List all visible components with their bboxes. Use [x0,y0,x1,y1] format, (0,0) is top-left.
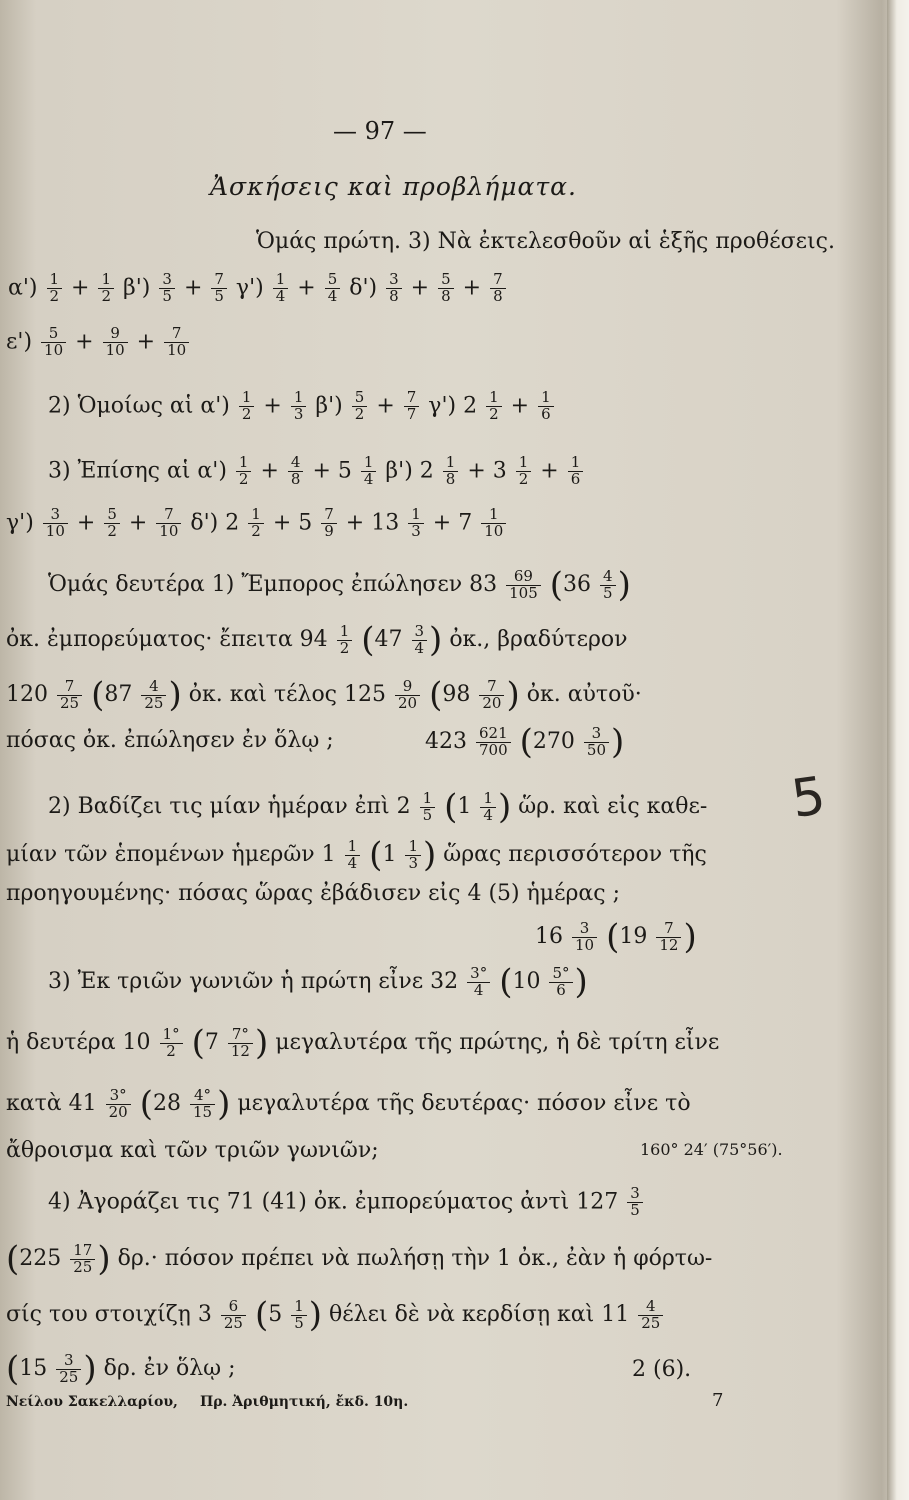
footer-book: Πρ. Ἀριθμητική, ἔκδ. 10η. [200,1394,409,1410]
problem-line: 120 $\frac{7}{25}$ (87 $\frac{4}{25}$ ) ὀκ. καὶ τέλος 125 $\frac{9}{20}$ (98 $\frac{7}{20}$ ) ὀκ. αὐτοῦ· [6,675,642,715]
problem-line: μίαν τῶν ἑπομένων ἡμερῶν 1 $\frac{1}{4}$ (1 $\frac{1}{3}$ ) ὥρας περισσότερον τῆς [6,835,707,875]
problem-line: (225 $\frac{17}{25}$ ) δρ.· πόσον πρέπει νὰ πωλήσῃ τὴν 1 ὀκ., ἐὰν ἡ φόρτω- [6,1239,713,1279]
page-edge [887,0,909,1500]
answer: 423 $\frac{621}{700}$ (270 $\frac{3}{50}$ ) [425,722,625,762]
section-title: Ἀσκήσεις καὶ προβλήματα. [210,172,577,201]
answer: 2 (6). [632,1357,692,1382]
problem-line: σίς του στοιχίζῃ 3 $\frac{6}{25}$ (5 $\frac{1}{5}$ ) θέλει δὲ νὰ κερδίσῃ καὶ 11 $\frac{4}{25}$ [6,1298,665,1332]
answer: 16 $\frac{3}{10}$ (19 $\frac{7}{12}$ ) [535,917,697,957]
answer: 160° 24′ (75°56′). [640,1140,783,1159]
problem-line: ἄθροισμα καὶ τῶν τριῶν γωνιῶν; [6,1138,379,1163]
footer-author: Νείλου Σακελλαρίου, [6,1394,178,1410]
problem-line: προηγουμένης· πόσας ὥρας ἐβάδισεν εἰς 4 (5) ἡμέρας ; [6,881,620,906]
problem-line: κατὰ 41 $\frac{3^\circ}{20}$ (28 $\frac{4^\circ}{15}$ ) μεγαλυτέρα τῆς δευτέρας· πόσον εἶνε τὸ [6,1084,691,1124]
exercise-line: α') $\frac{1}{2}$ + $\frac{1}{2}$ β') $\frac{3}{5}$ + $\frac{7}{5}$ γ') $\frac{1}{4}$ + $\frac{5}{4}$ δ') $\frac{3}{8}$ + $\frac{5}{8}$ + $\frac{7}{8}$ [8,272,508,305]
problem-line: 2) Βαδίζει τις μίαν ἡμέραν ἐπὶ 2 $\frac{1}{5}$ (1 $\frac{1}{4}$ ) ὥρ. καὶ εἰς καθε- [48,787,708,827]
exercise-line: 3) Ἐπίσης αἱ α') $\frac{1}{2}$ + $\frac{4}{8}$ + 5 $\frac{1}{4}$ β') 2 $\frac{1}{8}$ + 3 $\frac{1}{2}$ + $\frac{1}{6}$ [48,455,585,488]
signature-mark: 7 [712,1390,724,1411]
handwritten-margin-note: 5 [787,765,830,831]
exercise-line: 2) Ὁμοίως αἱ α') $\frac{1}{2}$ + $\frac{1}{3}$ β') $\frac{5}{2}$ + $\frac{7}{7}$ γ') 2 $\frac{1}{2}$ + $\frac{1}{6}$ [48,390,556,423]
group1-heading: Ὁμάς πρώτη. 3) Νὰ ἐκτελεσθοῦν αἱ ἑξῆς προθέσεις. [256,229,835,254]
problem-line: (15 $\frac{3}{25}$ ) δρ. ἐν ὅλῳ ; [6,1349,236,1389]
problem-line: ἡ δευτέρα 10 $\frac{1^\circ}{2}$ (7 $\frac{7^\circ}{12}$ ) μεγαλυτέρα τῆς πρώτης, ἡ δὲ τρίτη εἶνε [6,1023,720,1063]
problem-line: Ὁμάς δευτέρα 1) Ἔμπορος ἐπώλησεν 83 $\frac{69}{105}$ (36 $\frac{4}{5}$ ) [48,565,631,605]
problem-line: ὀκ. ἐμπορεύματος· ἔπειτα 94 $\frac{1}{2}$ (47 $\frac{3}{4}$ ) ὀκ., βραδύτερον [6,620,628,660]
problem-line: πόσας ὀκ. ἐπώλησεν ἐν ὅλῳ ; [6,728,334,753]
problem-line: 3) Ἐκ τριῶν γωνιῶν ἡ πρώτη εἶνε 32 $\frac{3^\circ}{4}$ (10 $\frac{5^\circ}{6}$ ) [48,962,588,1002]
exercise-line: γ') $\frac{3}{10}$ + $\frac{5}{2}$ + $\frac{7}{10}$ δ') 2 $\frac{1}{2}$ + 5 $\frac{7}{9}$ + 13 $\frac{1}{3}$ + 7 $\frac{1}{10}$ [6,507,508,540]
page-number: — 97 — [333,117,427,145]
problem-line: 4) Ἀγοράζει τις 71 (41) ὀκ. ἐμπορεύματος ἀντὶ 127 $\frac{3}{5}$ [48,1186,645,1219]
exercise-line: ε') $\frac{5}{10}$ + $\frac{9}{10}$ + $\frac{7}{10}$ [6,326,191,359]
